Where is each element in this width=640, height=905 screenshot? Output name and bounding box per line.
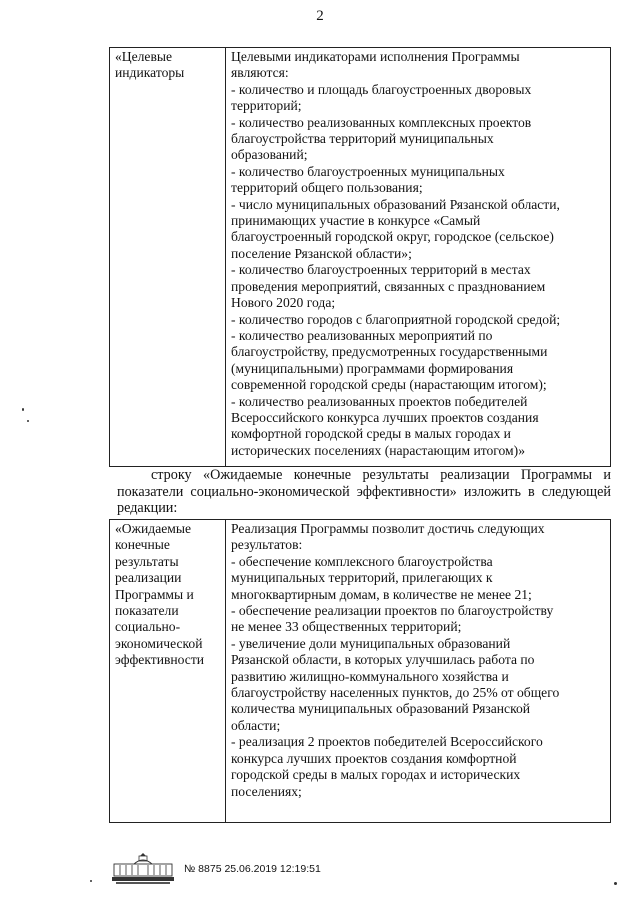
indicators-table xyxy=(109,47,611,467)
text-line: являются: xyxy=(231,65,289,81)
scan-artifact xyxy=(22,408,24,411)
text-line: - увеличение доли муниципальных образований xyxy=(231,635,511,651)
text-line: образований; xyxy=(231,147,308,163)
text-line: реализации xyxy=(115,570,182,586)
text-line: эффективности xyxy=(115,652,205,668)
text-line: - число муниципальных образований Рязанской области, xyxy=(231,196,560,212)
text-line: развитию жилищно-коммунального хозяйства и xyxy=(231,668,509,684)
text-line: - обеспечение реализации проектов по благоустройству xyxy=(231,603,554,619)
text-line: индикаторы xyxy=(115,65,185,81)
text-line: исторических поселениях (нарастающим итогом)» xyxy=(231,442,525,458)
text-line: показатели xyxy=(115,603,179,619)
text-line: благоустроенный городской округ, городское (сельское) xyxy=(231,229,554,245)
indicators-content xyxy=(231,49,606,459)
text-line: не менее 33 общественных территорий; xyxy=(231,619,462,635)
text-line: проведения мероприятий, связанных с празднованием xyxy=(231,278,546,294)
text-line: области; xyxy=(231,717,281,733)
text-line: - количество реализованных проектов победителей xyxy=(231,393,528,409)
text-line: многоквартирным домам, в количестве не менее 21; xyxy=(231,586,532,602)
table-row xyxy=(110,48,611,467)
text-line: «Целевые xyxy=(115,49,173,64)
text-line: благоустройства территорий муниципальных xyxy=(231,131,494,147)
text-line: Целевыми индикаторами исполнения Программы xyxy=(231,49,520,64)
text-line: Нового 2020 года; xyxy=(231,295,336,311)
text-line: - количество благоустроенных территорий в местах xyxy=(231,262,531,278)
text-line: - количество городов с благоприятной городской средой; xyxy=(231,311,561,327)
text-line: муниципальных территорий, прилегающих к xyxy=(231,570,493,586)
text-line: территорий общего пользования; xyxy=(231,180,423,196)
text-line: Всероссийского конкурса лучших проектов создания xyxy=(231,409,539,425)
text-line: конкурса лучших проектов создания комфортной xyxy=(231,750,517,766)
text-line: - количество и площадь благоустроенных дворовых xyxy=(231,81,532,97)
text-line: конечные xyxy=(115,537,170,553)
text-line: (муниципальными) программами формирования xyxy=(231,360,514,376)
text-line: социально- xyxy=(115,619,181,635)
text-line: - количество реализованных комплексных проектов xyxy=(231,114,532,130)
results-table xyxy=(109,519,611,823)
text-line: городской среды в малых городах и исторических xyxy=(231,767,521,783)
page-number: 2 xyxy=(316,8,324,24)
document-number: № 8875 25.06.2019 12:19:51 xyxy=(184,863,321,875)
text-line: благоустройству, предусмотренных государственными xyxy=(231,344,548,360)
results-content-cell xyxy=(226,520,611,823)
text-line: Программы и xyxy=(115,586,194,602)
text-line: территорий; xyxy=(231,98,302,114)
scan-artifact xyxy=(614,882,617,885)
indicators-content-cell xyxy=(226,48,611,467)
text-line: поселениях; xyxy=(231,783,302,799)
body-paragraph: строку «Ожидаемые конечные результаты реализации Программы и показатели социально-экономической эффективности» изложить в следующей редакции: xyxy=(117,467,611,516)
text-line: - количество реализованных мероприятий по xyxy=(231,327,493,343)
text-line: Рязанской области, в которых улучшилась работа по xyxy=(231,652,535,668)
indicators-label xyxy=(115,49,221,82)
text-line: результатов: xyxy=(231,537,303,553)
text-line: результаты xyxy=(115,553,179,569)
scan-artifact xyxy=(90,880,92,882)
results-label-cell xyxy=(110,520,226,823)
text-line: принимающих участие в конкурсе «Самый xyxy=(231,213,481,229)
scan-artifact xyxy=(27,420,29,422)
text-line: благоустройству населенных пунктов, до 25% от общего xyxy=(231,685,560,701)
text-line: экономической xyxy=(115,635,203,651)
results-label xyxy=(115,521,221,669)
text-line: количества муниципальных образований Рязанской xyxy=(231,701,531,717)
table-row xyxy=(110,520,611,823)
text-line: Реализация Программы позволит достичь следующих xyxy=(231,521,545,536)
indicators-label-cell xyxy=(110,48,226,467)
text-line: комфортной городской среды в малых городах и xyxy=(231,426,511,442)
text-line: «Ожидаемые xyxy=(115,521,192,536)
results-content xyxy=(231,521,606,800)
document-footer xyxy=(110,852,321,886)
building-emblem-icon xyxy=(110,852,176,886)
text-line: - реализация 2 проектов победителей Всероссийского xyxy=(231,734,543,750)
text-line: современной городской среды (нарастающим итогом); xyxy=(231,377,547,393)
text-line: поселение Рязанской области»; xyxy=(231,245,412,261)
text-line: - обеспечение комплексного благоустройства xyxy=(231,553,493,569)
text-line: - количество благоустроенных муниципальных xyxy=(231,163,505,179)
